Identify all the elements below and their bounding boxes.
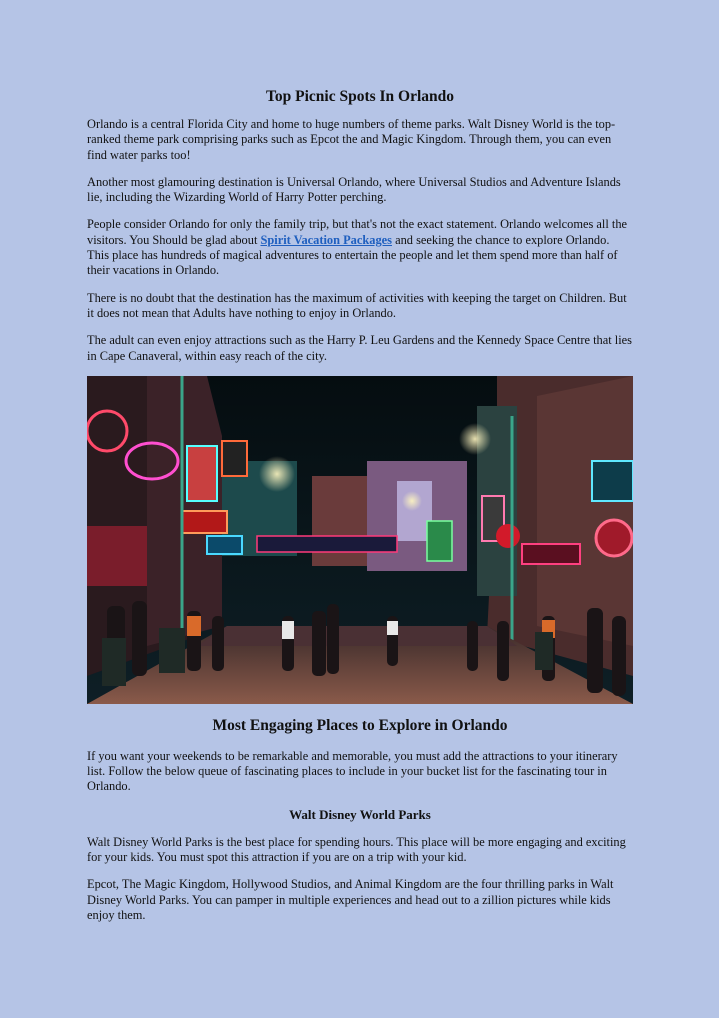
page-title: Top Picnic Spots In Orlando <box>265 88 455 105</box>
section-heading-places: Most Engaging Places to Explore in Orlando <box>212 716 508 734</box>
intro-paragraph-5: The adult can even enjoy attractions such as the Harry P. Leu Gardens and the Kennedy Space Centre that lies in Cape Canaveral, within easy reach of the city. <box>87 333 632 363</box>
subsection-paragraph-2: Epcot, The Magic Kingdom, Hollywood Studios, and Animal Kingdom are the four thrilling parks in Walt Disney World Parks. You can pamper in multiple experiences and head out to a zillion pictures while kids enjoy them. <box>87 877 614 922</box>
paragraph-text: and seeking the chance to explore Orlando. This place has hundreds of magical adventures to entertain the people and let them spend more than half of their vacations in Orlando. <box>87 232 618 278</box>
intro-paragraph-3 <box>87 217 633 278</box>
section-paragraph: If you want your weekends to be remarkable and memorable, you must add the attractions to your itinerary list. Follow the below queue of fascinating places to include in your bucket list for the fascinating tour in Orlando. <box>87 748 618 794</box>
document-content <box>87 88 633 935</box>
subsection-paragraph-1: Walt Disney World Parks is the best place for spending hours. This place will be more engaging and exciting for your kids. You must spot this attraction if you are on a trip with your kid. <box>87 834 626 865</box>
orlando-street-night-photo <box>87 376 633 704</box>
intro-paragraph-1: Orlando is a central Florida City and home to huge numbers of theme parks. Walt Disney World is the top-ranked theme park comprising parks such as Epcot the and Magic Kingdom. Through them, you can even find water parks too! <box>87 117 616 162</box>
spirit-vacation-packages-link[interactable]: Spirit Vacation Packages <box>260 232 392 247</box>
intro-paragraph-4: There is no doubt that the destination has the maximum of activities with keeping the target on Children. But it does not mean that Adults have nothing to enjoy in Orlando. <box>87 290 627 320</box>
paragraph-text: People consider Orlando for only the family trip, but that's not the exact statement. Orlando welcomes all the visitors. You Should be glad about <box>87 217 628 247</box>
intro-paragraph-2: Another most glamouring destination is Universal Orlando, where Universal Studios and Adventure Islands lie, including the Wizarding World of Harry Potter perching. <box>87 174 621 205</box>
subsection-heading-disney: Walt Disney World Parks <box>289 806 431 822</box>
